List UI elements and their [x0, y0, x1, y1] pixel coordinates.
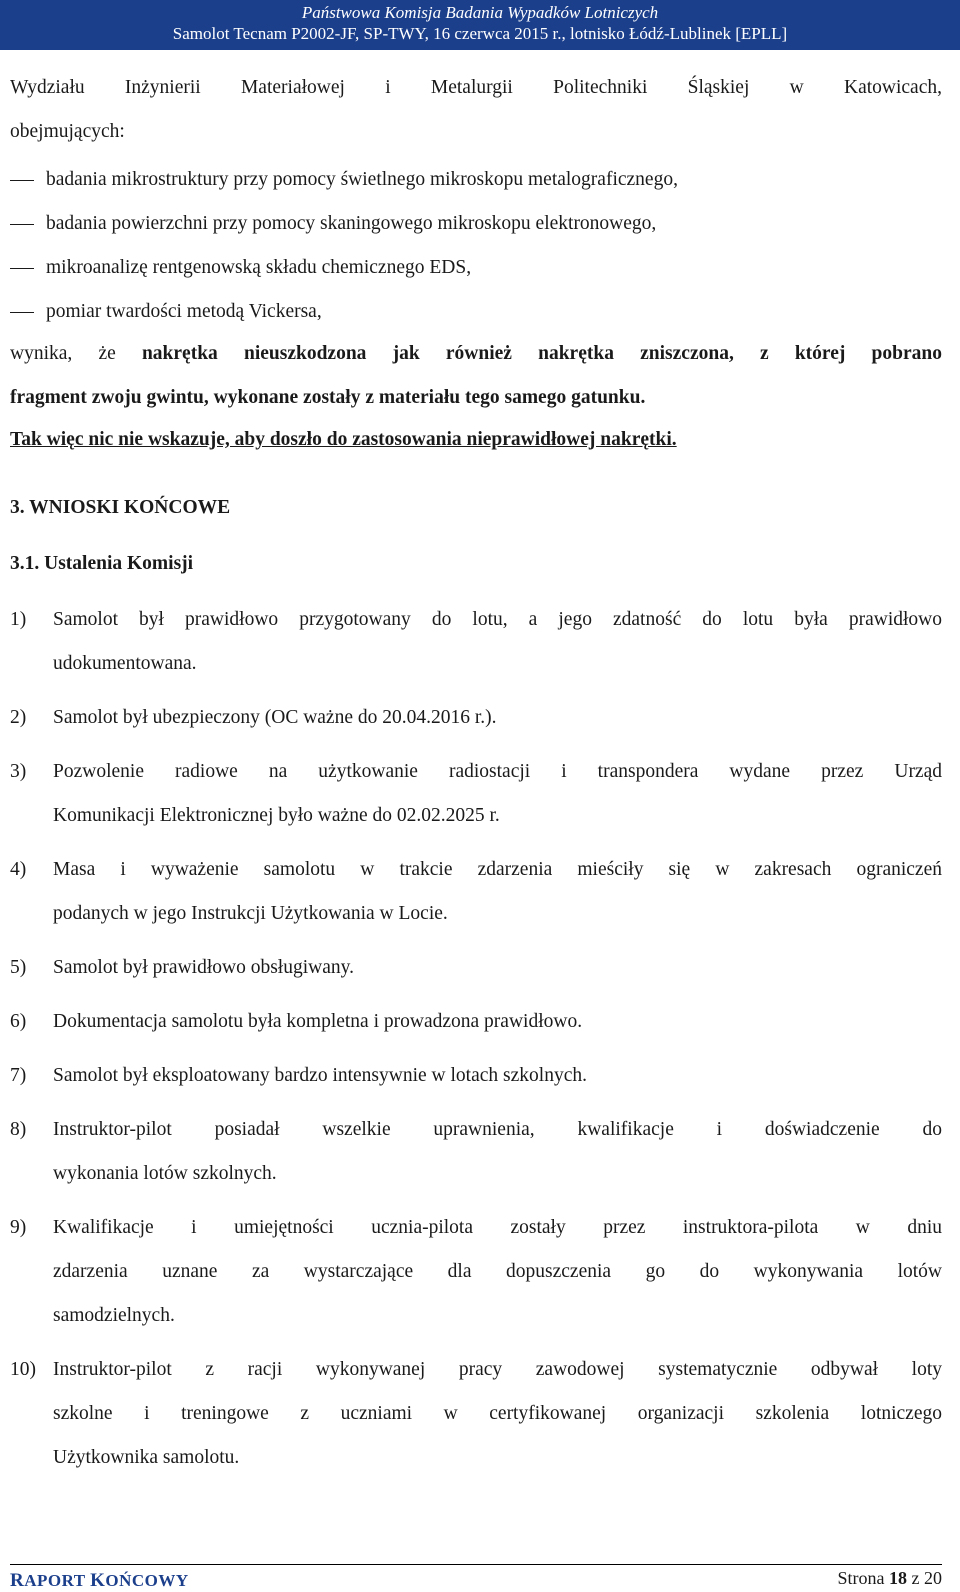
result-conclusion: Tak więc nic nie wskazuje, aby doszło do zastosowania nieprawidłowej nakrętki. — [10, 429, 677, 450]
finding-item: 10) Instruktor-pilot z racji wykonywanej pracy zawodowej systematycznie odbywał loty szkolne i treningowe z uczniami w certyfikowanej organizacji szkolenia lotniczego Użytkownika samolotu. — [10, 1359, 942, 1468]
list-item: badania powierzchni przy pomocy skaningowego mikroskopu elektronowego, — [10, 202, 942, 246]
finding-item: 7) Samolot był eksploatowany bardzo intensywnie w lotach szkolnych. — [10, 1065, 587, 1086]
header-commission-name: Państwowa Komisja Badania Wypadków Lotniczych — [301, 3, 659, 22]
footer-report-label: RAPORT KOŃCOWY — [10, 1570, 189, 1591]
header-report-subject: Samolot Tecnam P2002-JF, SP-TWY, 16 czerwca 2015 r., lotnisko Łódź-Lublinek [EPLL] — [172, 24, 788, 43]
finding-item: 4) Masa i wyważenie samolotu w trakcie zdarzenia mieściły się w zakresach ograniczeń podanych w jego Instrukcji Użytkowania w Locie. — [10, 859, 942, 924]
result-line-1: wynika, że nakrętka nieuszkodzona jak również nakrętka zniszczona, z której pobrano — [10, 343, 942, 364]
footer-divider — [10, 1564, 942, 1565]
footer-page-number: Strona 18 z 20 — [837, 1568, 942, 1588]
intro-line-1: Wydziału Inżynierii Materiałowej i Metalurgii Politechniki Śląskiej w Katowicach, — [10, 77, 942, 98]
finding-item: 2) Samolot był ubezpieczony (OC ważne do 20.04.2016 r.). — [10, 707, 497, 728]
dash-bullet — [10, 312, 34, 313]
dash-bullet — [10, 268, 34, 269]
list-item: mikroanalizę rentgenowską składu chemicznego EDS, — [10, 246, 942, 290]
finding-item: 8) Instruktor-pilot posiadał wszelkie uprawnienia, kwalifikacje i doświadczenie do wykonania lotów szkolnych. — [10, 1119, 942, 1184]
result-line-2: fragment zwoju gwintu, wykonane zostały z materiału tego samego gatunku. — [10, 387, 646, 408]
finding-item: 1) Samolot był prawidłowo przygotowany do lotu, a jego zdatność do lotu była prawidłowo udokumentowana. — [10, 609, 942, 674]
intro-line-2: obejmujących: — [10, 121, 125, 142]
finding-item: 3) Pozwolenie radiowe na użytkowanie radiostacji i transpondera wydane przez Urząd Komunikacji Elektronicznej było ważne do 02.02.2025 r. — [10, 761, 942, 826]
dash-bullet — [10, 224, 34, 225]
list-item: badania mikrostruktury przy pomocy świetlnego mikroskopu metalograficznego, — [10, 158, 942, 202]
list-item: pomiar twardości metodą Vickersa, — [10, 290, 942, 334]
finding-item: 5) Samolot był prawidłowo obsługiwany. — [10, 957, 354, 978]
finding-item: 6) Dokumentacja samolotu była kompletna i prowadzona prawidłowo. — [10, 1011, 583, 1032]
subsection-title: 3.1. Ustalenia Komisji — [10, 553, 194, 574]
section-title: 3. WNIOSKI KOŃCOWE — [10, 497, 231, 518]
dash-bullet — [10, 180, 34, 181]
finding-item: 9) Kwalifikacje i umiejętności ucznia-pilota zostały przez instruktora-pilota w dniu zdarzenia uznane za wystarczające dla dopuszczenia go do wykonywania lotów samodzielnych. — [10, 1217, 942, 1326]
page-header — [0, 0, 960, 50]
